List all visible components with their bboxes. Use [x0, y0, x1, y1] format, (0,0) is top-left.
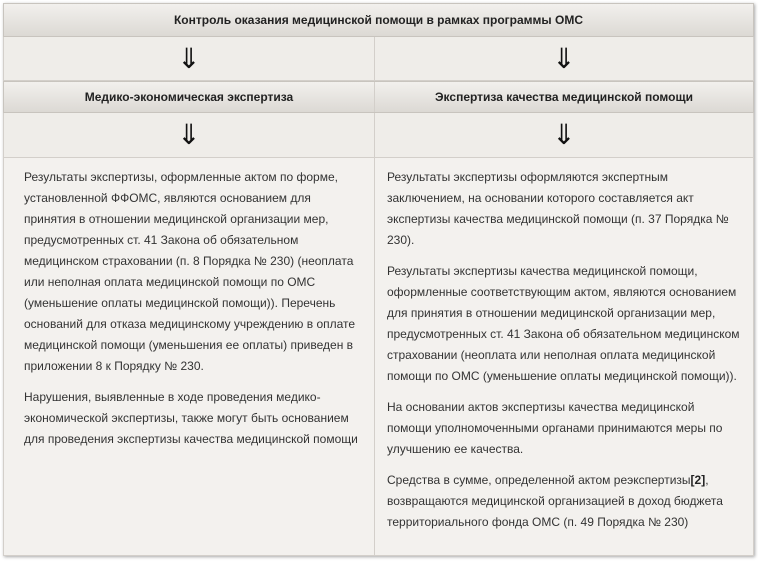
down-arrow-icon: ⇓: [4, 113, 375, 157]
paragraph: Нарушения, выявленные в ходе проведения медико-экономической экспертизы, также могут быть основанием для проведения экспертизы качества медицинской помощи: [24, 390, 358, 446]
omc-control-table: [3, 3, 754, 556]
paragraph: На основании актов экспертизы качества медицинской помощи уполномоченными органами принимаются меры по улучшению ее качества.: [387, 400, 723, 456]
arrow-row-bottom: [3, 113, 754, 158]
left-column-heading: Медико-экономическая экспертиза: [4, 82, 375, 112]
table-title: Контроль оказания медицинской помощи в рамках программы ОМС: [173, 13, 583, 27]
footnote-link[interactable]: [2]: [690, 473, 706, 487]
right-column-heading: Экспертиза качества медицинской помощи: [435, 90, 693, 104]
paragraph-text: , возвращаются медицинской организацией в доход бюджета территориального фонда ОМС (п. 49 Порядка № 230): [387, 473, 723, 529]
column-headings-row: [3, 81, 754, 113]
table-title-row: [3, 3, 754, 37]
right-column-text: [375, 158, 753, 555]
down-arrow-icon: ⇓: [552, 42, 576, 74]
down-arrow-icon: ⇓: [552, 119, 576, 150]
paragraph: Результаты экспертизы оформляются экспертным заключением, на основании которого составляется акт экспертизы качества медицинской помощи (п. 37 Порядка № 230).: [387, 170, 729, 247]
content-row: [3, 158, 754, 556]
arrow-row-top: [3, 37, 754, 81]
paragraph-with-footnote: [387, 470, 741, 533]
down-arrow-icon: ⇓: [4, 37, 375, 80]
left-column-text: [4, 158, 375, 555]
paragraph-text: Средства в сумме, определенной актом реэкспертизы: [387, 473, 691, 487]
paragraph: Результаты экспертизы качества медицинской помощи, оформленные соответствующим актом, являются основанием для принятия в отношении медицинской организации мер, предусмотренных ст. 41 Закона об обязательном медицинском страховании (неоплата или неполная оплата медицинской помощи по ОМС (уменьшение оплаты медицинской помощи)).: [387, 264, 740, 383]
paragraph: Результаты экспертизы, оформленные актом по форме, установленной ФФОМС, являются основанием для принятия в отношении медицинской организации мер, предусмотренных ст. 41 Закона об обязательном медицинском страховании (п. 8 Порядка № 230) (неоплата или неполная оплата медицинской помощи по ОМС (уменьшение оплаты медицинской помощи)). Перечень оснований для отказа медицинскому учреждению в оплате медицинской помощи (уменьшения ее оплаты) приведен в приложении 8 к Порядку № 230.: [24, 170, 356, 373]
